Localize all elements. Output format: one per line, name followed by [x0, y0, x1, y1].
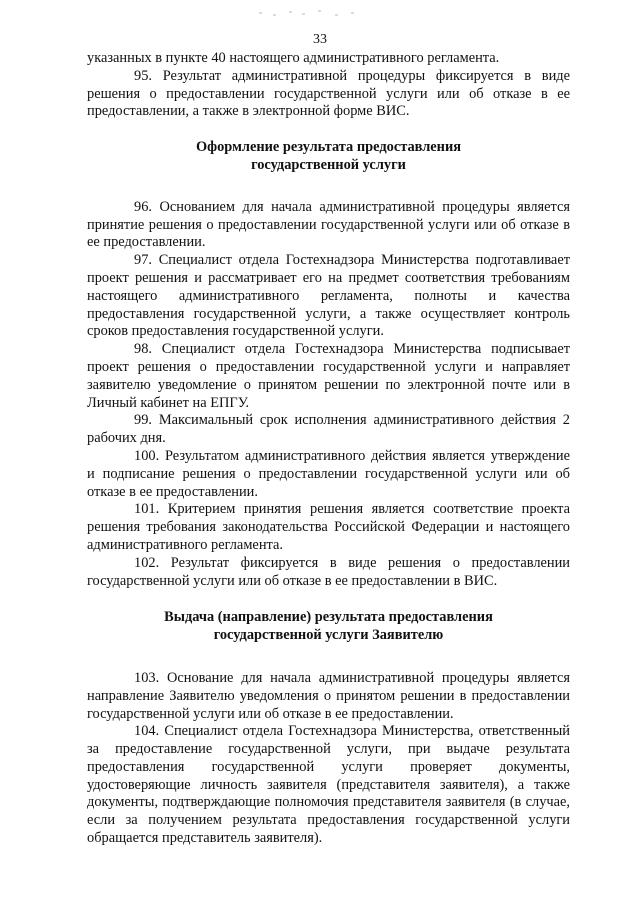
- section-heading-issuance: [87, 609, 570, 645]
- paragraph-continuation: указанных в пункте 40 настоящего административного регламента.: [87, 50, 500, 66]
- paragraph-100: 100. Результатом административного действия является утверждение и подписание решения о предоставлении государственной услуги или об отказе в ее предоставлении.: [87, 447, 570, 500]
- section-heading-formalization: [87, 139, 570, 175]
- heading-line: государственной услуги Заявителю: [213, 627, 444, 644]
- paragraph-96: 96. Основанием для начала административной процедуры является принятие решения о предоставлении государственной услуги или об отказе в ее предоставлении.: [87, 198, 570, 251]
- paragraph-102: 102. Результат фиксируется в виде решения о предоставлении государственной услуги или об отказе в ее предоставлении в ВИС.: [87, 554, 570, 589]
- paragraph-99: 99. Максимальный срок исполнения административного действия 2 рабочих дня.: [87, 412, 570, 447]
- heading-line: государственной услуги: [251, 156, 406, 173]
- paragraph-98: 98. Специалист отдела Гостехнадзора Министерства подписывает проект решения о предоставлении государственной услуги и направляет заявителю уведомление о принятом решении по электронной почте или в Личный кабинет на ЕПГУ.: [87, 341, 570, 411]
- scan-artifact: [255, 8, 365, 20]
- heading-line: Оформление результата предоставления: [195, 139, 462, 156]
- paragraph-104: 104. Специалист отдела Гостехнадзора Министерства, ответственный за предоставление государственной услуги, при выдаче результата предоставления государственной услуги проверяет документы, удостоверяющие личность заявителя (представителя заявителя), а также документы, подтверждающие полномочия представителя заявителя (в случае, если за получением результата предоставления государственной услуги обращается представитель заявителя).: [87, 723, 570, 847]
- document-body: [87, 50, 570, 848]
- paragraph-95: 95. Результат административной процедуры фиксируется в виде решения о предоставлении государственной услуги или об отказе в ее предоставлении, а также в электронной форме ВИС.: [87, 67, 570, 120]
- page-number: 33: [313, 32, 327, 47]
- heading-line: Выдача (направление) результата предоставления: [164, 609, 493, 626]
- paragraph-101: 101. Критерием принятия решения является соответствие проекта решения требования законодательства Российской Федерации и настоящего административного регламента.: [87, 501, 570, 553]
- paragraph-103: 103. Основание для начала административной процедуры является направление Заявителю уведомления о принятом решении в предоставлении государственной услуги или об отказе в ее предоставлении.: [87, 669, 570, 722]
- paragraph-97: 97. Специалист отдела Гостехнадзора Министерства подготавливает проект решения и рассматривает его на предмет соответствия требованиям настоящего административного регламента, полноты и качества предоставления государственной услуги, а также осуществляет контроль сроков предоставления государственной услуги.: [87, 252, 570, 340]
